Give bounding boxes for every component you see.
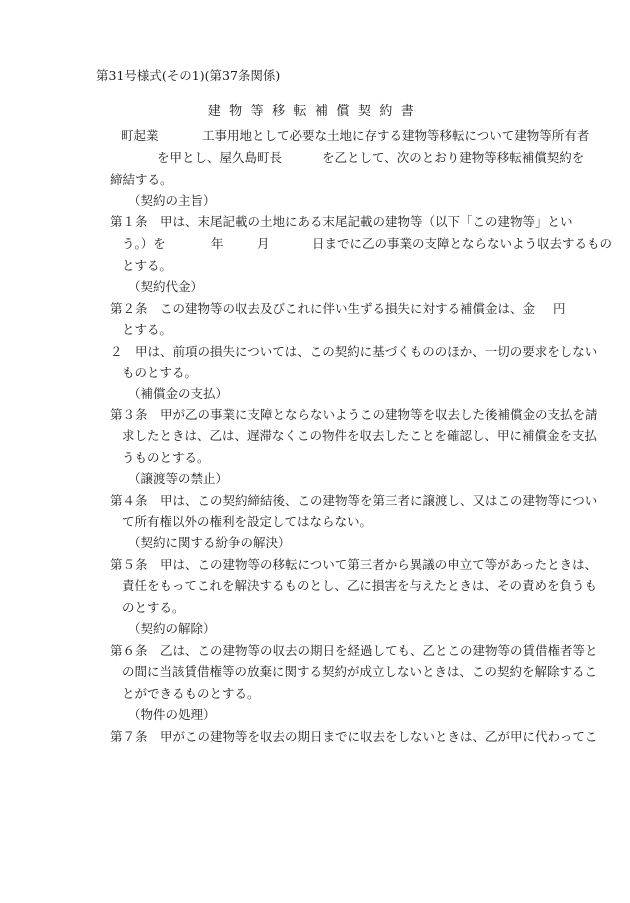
article-text: て所有権以外の権利を設定してはならない。	[122, 514, 373, 529]
article-caption: （譲渡等の禁止）	[128, 471, 229, 486]
form-number: 第31号様式(その1)(第37条関係)	[96, 68, 281, 83]
article-text: 第７条 甲がこの建物等を収去の期日までに収去をしないときは、乙が甲に代わってこ	[110, 729, 598, 744]
article-text: とする。	[122, 258, 173, 273]
intro-text: 工事用地として必要な土地に存する建物等移転について建物等所有者	[202, 128, 590, 143]
article-caption: （契約の主旨）	[128, 193, 216, 208]
article-text: ２ 甲は、前項の損失については、この契約に基づくもののほか、一切の要求をしない	[110, 344, 598, 359]
article-text: 日までに乙の事業の支障とならないよう収去するもの	[312, 236, 613, 251]
article-caption: （補償金の支払）	[128, 386, 229, 401]
article-caption: （物件の処理）	[128, 707, 216, 722]
article-text: 第２条 この建物等の収去及びこれに伴い生ずる損失に対する補償金は、金	[110, 301, 536, 316]
article-text: 月	[257, 236, 270, 251]
article-text: 求したときは、乙は、遅滞なくこの物件を収去したことを確認し、甲に補償金を支払	[122, 428, 598, 443]
intro-text: を甲とし、屋久島町長	[157, 150, 283, 165]
article-text: 円	[553, 301, 566, 316]
article-text: とする。	[122, 322, 173, 337]
article-text: 責任をもってこれを解決するものとし、乙に損害を与えたときは、その責めを負うも	[122, 578, 598, 593]
article-text: 第４条 甲は、この契約締結後、この建物等を第三者に譲渡し、又はこの建物等につい	[110, 493, 598, 508]
article-text: うものとする。	[122, 450, 210, 465]
document-title: 建物等移転補償契約書	[207, 104, 423, 119]
article-text: ものとする。	[122, 365, 198, 380]
article-caption: （契約代金）	[128, 279, 204, 294]
article-text: う。）を	[122, 236, 166, 251]
article-text: とができるものとする。	[122, 686, 260, 701]
article-text: の間に当該賃借権等の放棄に関する契約が成立しないときは、この契約を解除するこ	[122, 664, 598, 679]
article-caption: （契約の解除）	[128, 621, 216, 636]
article-text: 第３条 甲が乙の事業に支障とならないようこの建物等を収去した後補償金の支払を請	[110, 407, 598, 422]
article-caption: （契約に関する紛争の解決）	[128, 535, 291, 550]
intro-text: を乙として、次のとおり建物等移転補償契約を	[322, 150, 585, 165]
article-text: 第６条 乙は、この建物等の収去の期日を経過しても、乙とこの建物等の賃借権者等と	[110, 643, 598, 658]
article-text: 第１条 甲は、末尾記載の土地にある末尾記載の建物等（以下「この建物等」とい	[110, 214, 573, 229]
intro-text: 町起業	[121, 128, 159, 143]
article-text: 年	[211, 236, 224, 251]
article-text: のとする。	[122, 600, 185, 615]
intro-text: 締結する。	[110, 172, 173, 187]
article-text: 第５条 甲は、この建物等の移転について第三者から異議の申立て等があったときは、	[110, 557, 598, 572]
